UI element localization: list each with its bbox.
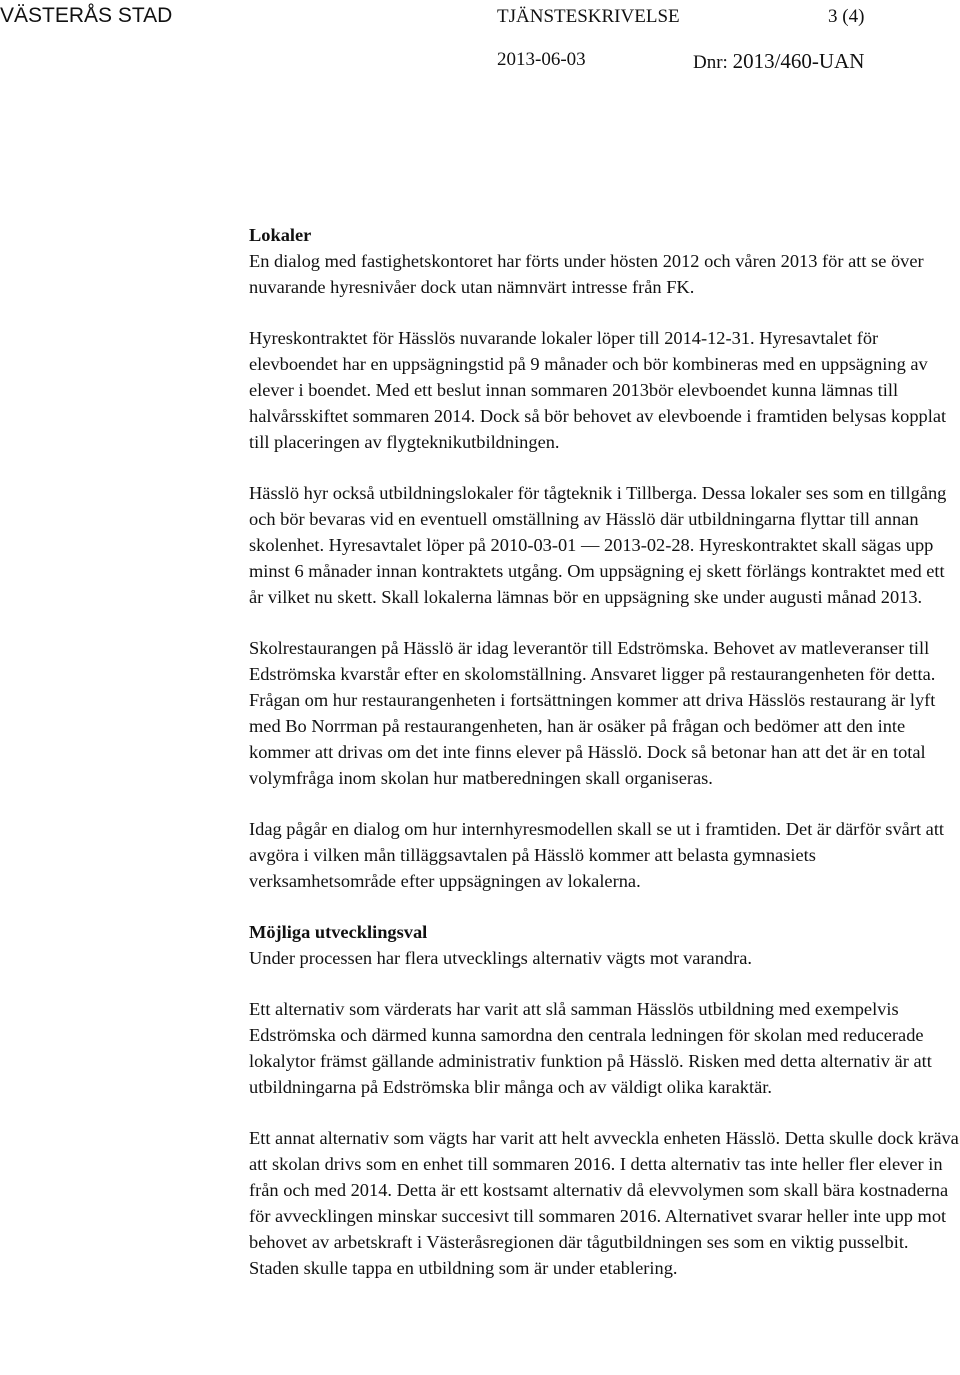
registration-number <box>693 49 864 74</box>
dnr-label: Dnr: <box>693 52 728 73</box>
section-heading-lokaler: Lokaler <box>249 225 312 245</box>
paragraph: Hyreskontraktet för Hässlös nuvarande lokaler löper till 2014-12-31. Hyresavtalet för elevboendet har en uppsägningstid på 9 månader och bör kombineras med en uppsägning av elever i boendet. Med ett beslut innan sommaren 2013bör elevboendet kunna lämnas till halvårsskiftet sommaren 2014. Dock så bör behovet av elevboende i framtiden belysas kopplat till placeringen av flygteknikutbildningen. <box>249 328 947 452</box>
organization-name: VÄSTERÅS STAD <box>0 4 173 27</box>
paragraph: Skolrestaurangen på Hässlö är idag leverantör till Edströmska. Behovet av matleveranser till Edströmska kvarstår efter en skolomställning. Ansvaret ligger på restaurangenheten för detta. Frågan om hur restaurangenheten i fortsättningen kommer att driva Hässlös restaurang är lyft med Bo Norrman på restaurangenheten, han är osäker på frågan och bedömer att den inte kommer att drivas om det inte finns elever på Hässlö. Dock så betonar han att det är en total volymfråga inom skolan hur matberedningen skall organiseras. <box>249 638 936 788</box>
paragraph: Ett alternativ som värderats har varit att slå samman Hässlös utbildning med exempelvis Edströmska och därmed kunna samordna den centrala ledningen för skolan med reducerade lokalytor främst gällande administrativ funktion på Hässlö. Risken med detta alternativ är att utbildningarna på Edströmska blir många och av väldigt olika karaktär. <box>249 999 932 1097</box>
document-date: 2013-06-03 <box>497 49 586 70</box>
document-meta <box>0 49 960 77</box>
paragraph: Ett annat alternativ som vägts har varit att helt avveckla enheten Hässlö. Detta skulle dock kräva att skolan drivs som en enhet till sommaren 2016. I detta alternativ tas inte heller fler elever in från och med 2014. Detta är ett kostsamt alternativ då elevvolymen som skall bära kostnaderna för avvecklingen minskar succesivt till sommaren 2016. Alternativet svarar heller inte upp mot behovet av arbetskraft i Västeråsregionen där tågutbildningen ses som en viktig pusselbit. Staden skulle tappa en utbildning som är under etablering. <box>249 1128 959 1278</box>
page-number: 3 (4) <box>828 6 865 27</box>
dnr-value: 2013/460-UAN <box>732 49 865 73</box>
section-heading-utvecklingsval: Möjliga utvecklingsval <box>249 922 428 942</box>
document-type: TJÄNSTESKRIVELSE <box>497 6 680 27</box>
paragraph: Idag pågår en dialog om hur internhyresmodellen skall se ut i framtiden. Det är därför svårt att avgöra i vilken mån tilläggsavtalen på Hässlö kommer att belasta gymnasiets verksamhetsområde efter uppsägningen av lokalerna. <box>249 819 945 891</box>
paragraph: Hässlö hyr också utbildningslokaler för tågteknik i Tillberga. Dessa lokaler ses som en tillgång och bör bevaras vid en eventuell omställning av Hässlö där utbildningarna flyttar till annan skolenhet. Hyresavtalet löper på 2010-03-01 — 2013-02-28. Hyreskontraktet skall sägas upp minst 6 månader innan kontraktets utgång. Om uppsägning ej skett förlängs kontraktet med ett år vilket nu skett. Skall lokalerna lämnas bör en uppsägning ske under augusti månad 2013. <box>249 483 947 607</box>
document-body <box>249 222 960 1281</box>
page-header <box>0 4 960 34</box>
paragraph: Under processen har flera utvecklings alternativ vägts mot varandra. <box>249 948 752 968</box>
paragraph: En dialog med fastighetskontoret har förts under hösten 2012 och våren 2013 för att se över nuvarande hyresnivåer dock utan nämnvärt intresse från FK. <box>249 251 924 297</box>
